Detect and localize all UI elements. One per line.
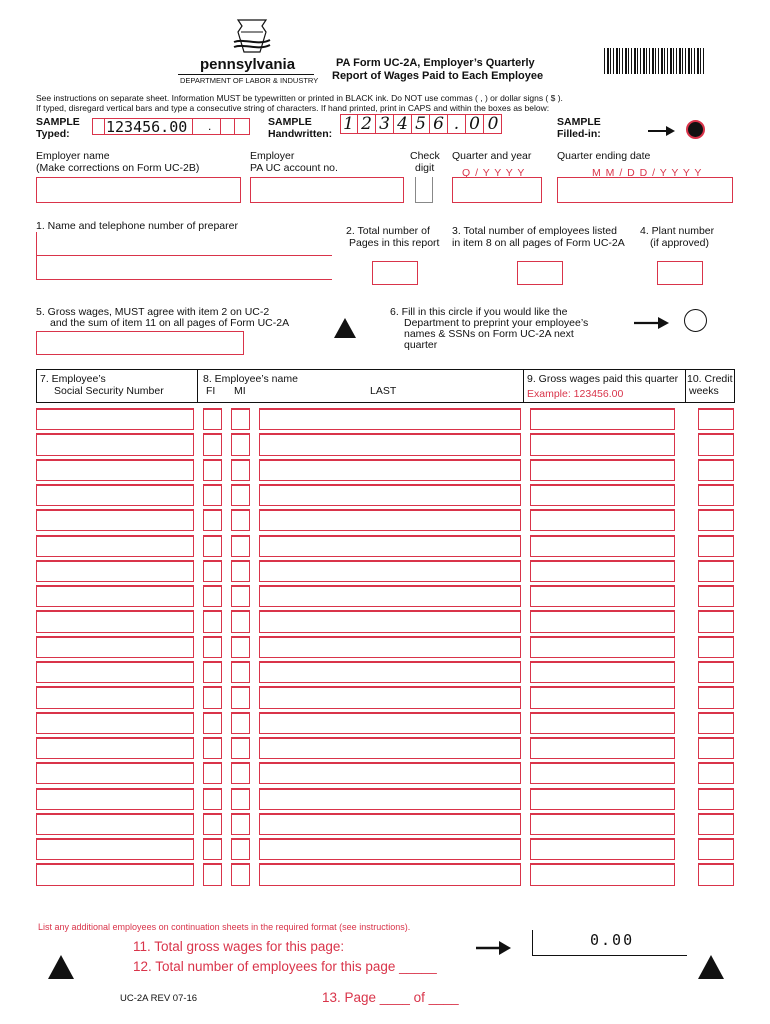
ssn-field[interactable] — [36, 813, 194, 835]
gross-wages-field[interactable] — [530, 509, 675, 531]
total-pages-label: 2. Total number of — [346, 225, 430, 237]
table-row — [0, 507, 770, 532]
ssn-field[interactable] — [36, 408, 194, 430]
sample-typed-dot: . — [208, 119, 212, 133]
first-initial-field[interactable] — [203, 737, 222, 759]
gross-wages-field[interactable] — [530, 712, 675, 734]
credit-weeks-field[interactable] — [698, 838, 734, 860]
first-initial-field[interactable] — [203, 712, 222, 734]
first-initial-header: FI — [206, 385, 216, 397]
last-name-field[interactable] — [259, 863, 521, 885]
middle-initial-field[interactable] — [231, 686, 250, 708]
quarter-year-placeholder: Q / Y Y Y Y — [462, 167, 526, 179]
brand-divider — [178, 74, 314, 75]
plant-number-sublabel: (if approved) — [650, 237, 709, 249]
credit-weeks-header: 10. Credit — [687, 373, 733, 385]
table-row — [0, 558, 770, 583]
ssn-field[interactable] — [36, 863, 194, 885]
first-initial-field[interactable] — [203, 610, 222, 632]
last-name-field[interactable] — [259, 560, 521, 582]
gross-wages-sublabel: and the sum of item 11 on all pages of Form UC-2A — [50, 317, 290, 329]
ssn-header: 7. Employee’s — [40, 373, 106, 385]
ssn-field[interactable] — [36, 560, 194, 582]
sample-handwritten-chars — [340, 114, 504, 136]
credit-weeks-field[interactable] — [698, 535, 734, 557]
form-title-line1: PA Form UC-2A, Employer’s Quarterly — [336, 57, 535, 69]
sample-handwritten-sublabel: Handwritten: — [268, 128, 333, 140]
credit-weeks-field[interactable] — [698, 712, 734, 734]
employer-name-field[interactable] — [36, 177, 241, 203]
credit-weeks-subheader: weeks — [689, 385, 719, 397]
total-wages-label: 11. Total gross wages for this page: — [133, 939, 345, 954]
last-name-field[interactable] — [259, 686, 521, 708]
sample-filled-sublabel: Filled-in: — [557, 128, 601, 140]
table-row — [0, 836, 770, 861]
gross-wages-field[interactable] — [530, 433, 675, 455]
credit-weeks-field[interactable] — [698, 788, 734, 810]
plant-number-label: 4. Plant number — [640, 225, 715, 237]
brand-name: pennsylvania — [200, 56, 296, 73]
middle-initial-field[interactable] — [231, 712, 250, 734]
ssn-field[interactable] — [36, 459, 194, 481]
credit-weeks-field[interactable] — [698, 737, 734, 759]
first-initial-field[interactable] — [203, 686, 222, 708]
sample-typed-sublabel: Typed: — [36, 128, 70, 140]
table-row — [0, 608, 770, 633]
credit-weeks-field[interactable] — [698, 661, 734, 683]
gross-wages-field[interactable] — [530, 788, 675, 810]
sample-typed-label: SAMPLE — [36, 116, 80, 128]
credit-weeks-field[interactable] — [698, 610, 734, 632]
gross-wages-field[interactable] — [530, 610, 675, 632]
middle-initial-field[interactable] — [231, 813, 250, 835]
credit-weeks-field[interactable] — [698, 863, 734, 885]
middle-initial-field[interactable] — [231, 585, 250, 607]
gross-wages-label: 5. Gross wages, MUST agree with item 2 on UC-2 — [36, 306, 270, 318]
quarter-year-field[interactable] — [452, 177, 542, 203]
last-name-header: LAST — [370, 385, 397, 397]
handwritten-char: 0 — [466, 114, 484, 134]
table-row — [0, 583, 770, 608]
middle-initial-field[interactable] — [231, 459, 250, 481]
form-title-line2: Report of Wages Paid to Each Employee — [332, 70, 544, 82]
preprint-label-3: names & SSNs on Form UC-2A next — [404, 328, 574, 340]
first-initial-field[interactable] — [203, 863, 222, 885]
gross-wages-example: Example: 123456.00 — [527, 388, 624, 400]
table-row — [0, 431, 770, 456]
table-row — [0, 786, 770, 811]
triangle-marker-icon — [48, 955, 74, 979]
employer-account-field[interactable] — [250, 177, 404, 203]
credit-weeks-field[interactable] — [698, 686, 734, 708]
form-revision: UC-2A REV 07-16 — [120, 993, 198, 1004]
ssn-field[interactable] — [36, 509, 194, 531]
first-initial-field[interactable] — [203, 535, 222, 557]
last-name-field[interactable] — [259, 712, 521, 734]
gross-wages-field[interactable] — [530, 408, 675, 430]
quarter-ending-label: Quarter ending date — [557, 150, 651, 162]
middle-initial-field[interactable] — [231, 737, 250, 759]
credit-weeks-field[interactable] — [698, 433, 734, 455]
total-employees-label: 12. Total number of employees for this page _____ — [133, 959, 437, 974]
ssn-field[interactable] — [36, 610, 194, 632]
gross-wages-field[interactable] — [530, 737, 675, 759]
handwritten-char: 1 — [340, 114, 358, 134]
last-name-field[interactable] — [259, 636, 521, 658]
total-employees-label: 3. Total number of employees listed — [452, 225, 617, 237]
gross-wages-field[interactable] — [530, 484, 675, 506]
ssn-field[interactable] — [36, 762, 194, 784]
quarter-ending-field[interactable] — [557, 177, 733, 203]
credit-weeks-field[interactable] — [698, 636, 734, 658]
handwritten-char: 4 — [394, 114, 412, 134]
last-name-field[interactable] — [259, 459, 521, 481]
check-digit-field[interactable] — [415, 177, 433, 203]
total-employees-field[interactable] — [517, 261, 563, 285]
ssn-field[interactable] — [36, 585, 194, 607]
employer-name-sublabel: (Make corrections on Form UC-2B) — [36, 162, 200, 174]
triangle-marker-icon — [334, 318, 356, 338]
first-initial-field[interactable] — [203, 433, 222, 455]
first-initial-field[interactable] — [203, 762, 222, 784]
last-name-field[interactable] — [259, 484, 521, 506]
table-row — [0, 710, 770, 735]
ssn-field[interactable] — [36, 686, 194, 708]
arrow-right-icon — [476, 940, 512, 956]
handwritten-char: . — [448, 114, 466, 134]
table-row — [0, 659, 770, 684]
first-initial-field[interactable] — [203, 813, 222, 835]
last-name-field[interactable] — [259, 610, 521, 632]
gross-wages-field[interactable] — [530, 459, 675, 481]
middle-initial-field[interactable] — [231, 433, 250, 455]
preparer-name-field[interactable] — [36, 232, 332, 256]
credit-weeks-field[interactable] — [698, 509, 734, 531]
last-name-field[interactable] — [259, 585, 521, 607]
ssn-field[interactable] — [36, 737, 194, 759]
ssn-field[interactable] — [36, 712, 194, 734]
total-pages-sublabel: Pages in this report — [349, 237, 440, 249]
barcode-icon — [604, 48, 704, 74]
credit-weeks-field[interactable] — [698, 585, 734, 607]
preprint-label-4: quarter — [404, 339, 438, 351]
table-row — [0, 634, 770, 659]
check-digit-label: Check — [410, 150, 440, 162]
table-row — [0, 735, 770, 760]
middle-initial-field[interactable] — [231, 535, 250, 557]
filled-circle-icon — [686, 120, 705, 139]
last-name-field[interactable] — [259, 737, 521, 759]
preparer-phone-field[interactable] — [36, 256, 332, 280]
ssn-field[interactable] — [36, 484, 194, 506]
credit-weeks-field[interactable] — [698, 762, 734, 784]
arrow-right-icon — [634, 316, 670, 330]
middle-initial-field[interactable] — [231, 838, 250, 860]
arrow-right-icon — [648, 124, 676, 136]
table-row — [0, 533, 770, 558]
preprint-label-1: 6. Fill in this circle if you would like the — [390, 306, 568, 318]
handwritten-char: 3 — [376, 114, 394, 134]
handwritten-char: 0 — [487, 114, 499, 134]
first-initial-field[interactable] — [203, 408, 222, 430]
total-wages-value: 0.00 — [590, 931, 635, 949]
handwritten-char: 6 — [430, 114, 448, 134]
last-name-field[interactable] — [259, 509, 521, 531]
ssn-field[interactable] — [36, 838, 194, 860]
sample-typed-value: 123456.00 — [106, 118, 188, 136]
last-name-field[interactable] — [259, 535, 521, 557]
preprint-circle-checkbox[interactable] — [684, 309, 707, 332]
last-name-field[interactable] — [259, 433, 521, 455]
middle-initial-field[interactable] — [231, 509, 250, 531]
ssn-subheader: Social Security Number — [54, 385, 164, 397]
instructions-line1: See instructions on separate sheet. Information MUST be typewritten or printed in BLACK ink. Do NOT use commas ( , ) or dollar signs ( $ ). — [36, 93, 563, 103]
first-initial-field[interactable] — [203, 838, 222, 860]
ssn-field[interactable] — [36, 535, 194, 557]
first-initial-field[interactable] — [203, 459, 222, 481]
middle-initial-field[interactable] — [231, 788, 250, 810]
table-row — [0, 482, 770, 507]
table-row — [0, 406, 770, 431]
credit-weeks-field[interactable] — [698, 484, 734, 506]
gross-wages-field[interactable] — [530, 686, 675, 708]
sample-filled-label: SAMPLE — [557, 116, 601, 128]
ssn-field[interactable] — [36, 661, 194, 683]
middle-initial-field[interactable] — [231, 661, 250, 683]
instructions-line2: If typed, disregard vertical bars and type a consecutive string of characters. If hand printed, print in CAPS and within the boxes as below: — [36, 103, 550, 113]
gross-wages-field[interactable] — [530, 535, 675, 557]
triangle-marker-icon — [698, 955, 724, 979]
last-name-field[interactable] — [259, 661, 521, 683]
table-row — [0, 760, 770, 785]
gross-wages-header: 9. Gross wages paid this quarter — [527, 373, 679, 385]
middle-initial-field[interactable] — [231, 762, 250, 784]
first-initial-field[interactable] — [203, 585, 222, 607]
total-employees-sublabel: in item 8 on all pages of Form UC-2A — [452, 237, 625, 249]
plant-number-field[interactable] — [657, 261, 703, 285]
last-name-field[interactable] — [259, 813, 521, 835]
middle-initial-field[interactable] — [231, 560, 250, 582]
ssn-field[interactable] — [36, 636, 194, 658]
credit-weeks-field[interactable] — [698, 813, 734, 835]
gross-wages-field[interactable] — [530, 813, 675, 835]
last-name-field[interactable] — [259, 788, 521, 810]
first-initial-field[interactable] — [203, 484, 222, 506]
gross-wages-field[interactable] — [36, 331, 244, 355]
middle-initial-field[interactable] — [231, 863, 250, 885]
first-initial-field[interactable] — [203, 509, 222, 531]
sample-handwritten-label: SAMPLE — [268, 116, 312, 128]
gross-wages-field[interactable] — [530, 863, 675, 885]
employer-account-sublabel: PA UC account no. — [250, 162, 338, 174]
gross-wages-field[interactable] — [530, 762, 675, 784]
table-row — [0, 861, 770, 886]
preprint-label-2: Department to preprint your employee’s — [404, 317, 589, 329]
first-initial-field[interactable] — [203, 636, 222, 658]
gross-wages-field[interactable] — [530, 585, 675, 607]
first-initial-field[interactable] — [203, 788, 222, 810]
table-row — [0, 684, 770, 709]
employee-name-header: 8. Employee’s name — [203, 373, 298, 385]
gross-wages-field[interactable] — [530, 838, 675, 860]
credit-weeks-field[interactable] — [698, 459, 734, 481]
quarter-year-label: Quarter and year — [452, 150, 532, 162]
credit-weeks-field[interactable] — [698, 560, 734, 582]
last-name-field[interactable] — [259, 762, 521, 784]
department-name: DEPARTMENT OF LABOR & INDUSTRY — [180, 76, 319, 85]
middle-initial-field[interactable] — [231, 484, 250, 506]
total-pages-field[interactable] — [372, 261, 418, 285]
handwritten-char: 5 — [412, 114, 430, 134]
ssn-field[interactable] — [36, 433, 194, 455]
last-name-field[interactable] — [259, 838, 521, 860]
gross-wages-field[interactable] — [530, 560, 675, 582]
table-row — [0, 457, 770, 482]
gross-wages-field[interactable] — [530, 661, 675, 683]
middle-initial-field[interactable] — [231, 636, 250, 658]
ssn-field[interactable] — [36, 788, 194, 810]
continuation-note: List any additional employees on continuation sheets in the required format (see instructions). — [38, 922, 411, 932]
table-row — [0, 811, 770, 836]
quarter-ending-placeholder: M M / D D / Y Y Y Y — [592, 167, 703, 179]
check-digit-sublabel: digit — [415, 162, 435, 174]
first-initial-field[interactable] — [203, 661, 222, 683]
last-name-field[interactable] — [259, 408, 521, 430]
preparer-label: 1. Name and telephone number of preparer — [36, 220, 238, 232]
middle-initial-field[interactable] — [231, 408, 250, 430]
employer-account-label: Employer — [250, 150, 295, 162]
employer-name-label: Employer name — [36, 150, 110, 162]
credit-weeks-field[interactable] — [698, 408, 734, 430]
page-number-label: 13. Page ____ of ____ — [322, 990, 459, 1005]
keystone-logo-icon — [232, 18, 272, 54]
first-initial-field[interactable] — [203, 560, 222, 582]
handwritten-char: 2 — [358, 114, 376, 134]
middle-initial-field[interactable] — [231, 610, 250, 632]
gross-wages-field[interactable] — [530, 636, 675, 658]
middle-initial-header: MI — [234, 385, 246, 397]
